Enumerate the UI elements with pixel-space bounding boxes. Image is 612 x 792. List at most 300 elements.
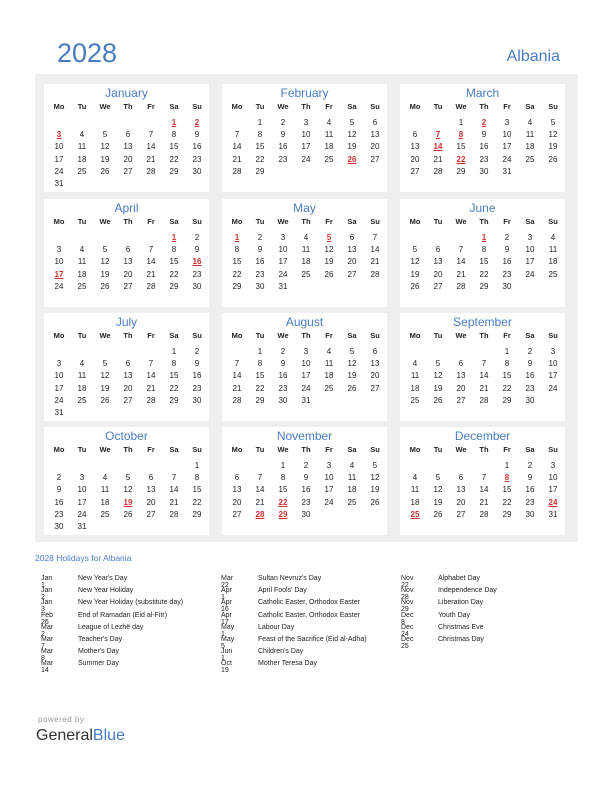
day-cell[interactable]: 25	[410, 509, 420, 519]
day-cell[interactable]: 21	[232, 154, 242, 164]
day-cell[interactable]: 28	[232, 395, 242, 405]
day-cell[interactable]: 3	[280, 233, 286, 242]
day-cell[interactable]: 13	[370, 359, 380, 369]
day-cell[interactable]: 12	[410, 257, 420, 267]
day-cell[interactable]: 17	[77, 497, 87, 507]
day-cell[interactable]: 30	[278, 395, 288, 405]
day-cell[interactable]: 10	[548, 473, 558, 483]
day-cell[interactable]: 19	[100, 154, 110, 164]
day-cell[interactable]: 21	[146, 154, 156, 164]
day-cell[interactable]: 3	[550, 461, 556, 470]
day-cell[interactable]: 16	[278, 142, 288, 152]
day-cell[interactable]: 27	[123, 281, 133, 291]
day-cell[interactable]: 6	[125, 359, 131, 369]
day-cell[interactable]: 16	[479, 142, 489, 152]
day-cell[interactable]: 5	[372, 461, 378, 470]
day-cell[interactable]: 17	[54, 383, 64, 393]
day-cell[interactable]: 14	[456, 257, 466, 267]
day-cell[interactable]: 22	[232, 269, 242, 279]
day-cell[interactable]: 16	[525, 485, 535, 495]
day-cell[interactable]: 29	[169, 395, 179, 405]
day-cell[interactable]: 22	[456, 154, 466, 164]
day-cell[interactable]: 15	[192, 485, 202, 495]
day-cell[interactable]: 18	[324, 371, 334, 381]
day-cell[interactable]: 8	[504, 359, 510, 369]
day-cell[interactable]: 18	[77, 383, 87, 393]
day-cell[interactable]: 22	[192, 497, 202, 507]
day-cell[interactable]: 4	[79, 130, 85, 140]
day-cell[interactable]: 22	[502, 383, 512, 393]
day-cell[interactable]: 23	[255, 269, 265, 279]
day-cell[interactable]: 6	[125, 245, 131, 255]
day-cell[interactable]: 29	[502, 509, 512, 519]
day-cell[interactable]: 6	[372, 118, 378, 127]
day-cell[interactable]: 26	[433, 509, 443, 519]
day-cell[interactable]: 16	[192, 371, 202, 381]
day-cell[interactable]: 3	[303, 118, 309, 127]
day-cell[interactable]: 15	[502, 485, 512, 495]
day-cell[interactable]: 17	[548, 371, 558, 381]
day-cell[interactable]: 27	[370, 383, 380, 393]
day-cell[interactable]: 15	[169, 371, 179, 381]
day-cell[interactable]: 22	[502, 497, 512, 507]
day-cell[interactable]: 26	[347, 154, 357, 164]
day-cell[interactable]: 1	[234, 233, 240, 242]
day-cell[interactable]: 19	[433, 497, 443, 507]
day-cell[interactable]: 1	[171, 233, 177, 242]
day-cell[interactable]: 11	[301, 245, 311, 255]
day-cell[interactable]: 12	[347, 130, 357, 140]
day-cell[interactable]: 27	[347, 269, 357, 279]
day-cell[interactable]: 27	[456, 509, 466, 519]
day-cell[interactable]: 21	[479, 497, 489, 507]
day-cell[interactable]: 26	[100, 281, 110, 291]
day-cell[interactable]: 25	[324, 383, 334, 393]
day-cell[interactable]: 27	[433, 281, 443, 291]
day-cell[interactable]: 4	[79, 359, 85, 369]
day-cell[interactable]: 23	[525, 497, 535, 507]
day-cell[interactable]: 7	[148, 359, 154, 369]
day-cell[interactable]: 26	[324, 269, 334, 279]
day-cell[interactable]: 4	[412, 473, 418, 483]
day-cell[interactable]: 8	[257, 130, 263, 140]
day-cell[interactable]: 4	[79, 245, 85, 255]
day-cell[interactable]: 18	[410, 497, 420, 507]
day-cell[interactable]: 22	[278, 497, 288, 507]
day-cell[interactable]: 14	[370, 245, 380, 255]
day-cell[interactable]: 29	[278, 509, 288, 519]
day-cell[interactable]: 7	[234, 130, 240, 140]
day-cell[interactable]: 13	[456, 371, 466, 381]
day-cell[interactable]: 19	[410, 269, 420, 279]
day-cell[interactable]: 27	[410, 166, 420, 176]
day-cell[interactable]: 15	[169, 257, 179, 267]
day-cell[interactable]: 16	[54, 497, 64, 507]
day-cell[interactable]: 1	[257, 118, 263, 127]
day-cell[interactable]: 9	[481, 130, 487, 140]
day-cell[interactable]: 22	[479, 269, 489, 279]
day-cell[interactable]: 29	[169, 166, 179, 176]
day-cell[interactable]: 1	[504, 347, 510, 356]
day-cell[interactable]: 6	[148, 473, 154, 483]
day-cell[interactable]: 21	[146, 269, 156, 279]
day-cell[interactable]: 15	[255, 142, 265, 152]
day-cell[interactable]: 12	[324, 245, 334, 255]
day-cell[interactable]: 11	[324, 130, 334, 140]
day-cell[interactable]: 21	[433, 154, 443, 164]
day-cell[interactable]: 28	[255, 509, 265, 519]
day-cell[interactable]: 12	[347, 359, 357, 369]
day-cell[interactable]: 27	[123, 166, 133, 176]
day-cell[interactable]: 25	[347, 497, 357, 507]
day-cell[interactable]: 5	[326, 233, 332, 242]
day-cell[interactable]: 28	[479, 395, 489, 405]
day-cell[interactable]: 23	[479, 154, 489, 164]
day-cell[interactable]: 20	[456, 383, 466, 393]
day-cell[interactable]: 8	[194, 473, 200, 483]
day-cell[interactable]: 18	[77, 269, 87, 279]
day-cell[interactable]: 10	[525, 245, 535, 255]
day-cell[interactable]: 1	[171, 118, 177, 127]
day-cell[interactable]: 4	[303, 233, 309, 242]
day-cell[interactable]: 9	[56, 485, 62, 495]
day-cell[interactable]: 21	[479, 383, 489, 393]
day-cell[interactable]: 24	[301, 383, 311, 393]
day-cell[interactable]: 6	[349, 233, 355, 242]
day-cell[interactable]: 17	[54, 154, 64, 164]
day-cell[interactable]: 15	[278, 485, 288, 495]
day-cell[interactable]: 13	[146, 485, 156, 495]
day-cell[interactable]: 20	[123, 269, 133, 279]
day-cell[interactable]: 19	[548, 142, 558, 152]
day-cell[interactable]: 2	[280, 347, 286, 356]
day-cell[interactable]: 25	[301, 269, 311, 279]
day-cell[interactable]: 9	[527, 359, 533, 369]
day-cell[interactable]: 21	[169, 497, 179, 507]
day-cell[interactable]: 4	[102, 473, 108, 483]
day-cell[interactable]: 7	[458, 245, 464, 255]
day-cell[interactable]: 6	[458, 473, 464, 483]
day-cell[interactable]: 30	[502, 281, 512, 291]
day-cell[interactable]: 16	[502, 257, 512, 267]
day-cell[interactable]: 21	[255, 497, 265, 507]
day-cell[interactable]: 3	[56, 245, 62, 255]
day-cell[interactable]: 9	[303, 473, 309, 483]
day-cell[interactable]: 8	[234, 245, 240, 255]
day-cell[interactable]: 1	[257, 347, 263, 356]
day-cell[interactable]: 19	[100, 383, 110, 393]
day-cell[interactable]: 13	[410, 142, 420, 152]
day-cell[interactable]: 20	[410, 154, 420, 164]
day-cell[interactable]: 25	[77, 395, 87, 405]
day-cell[interactable]: 2	[504, 233, 510, 242]
day-cell[interactable]: 10	[324, 473, 334, 483]
day-cell[interactable]: 31	[301, 395, 311, 405]
day-cell[interactable]: 9	[280, 130, 286, 140]
day-cell[interactable]: 26	[100, 166, 110, 176]
day-cell[interactable]: 24	[548, 383, 558, 393]
day-cell[interactable]: 24	[54, 166, 64, 176]
day-cell[interactable]: 5	[435, 359, 441, 369]
day-cell[interactable]: 16	[301, 485, 311, 495]
day-cell[interactable]: 13	[123, 142, 133, 152]
day-cell[interactable]: 14	[146, 142, 156, 152]
day-cell[interactable]: 11	[410, 485, 420, 495]
day-cell[interactable]: 9	[527, 473, 533, 483]
day-cell[interactable]: 16	[192, 257, 202, 267]
day-cell[interactable]: 30	[301, 509, 311, 519]
day-cell[interactable]: 20	[456, 497, 466, 507]
day-cell[interactable]: 9	[194, 130, 200, 140]
day-cell[interactable]: 18	[301, 257, 311, 267]
day-cell[interactable]: 7	[148, 130, 154, 140]
day-cell[interactable]: 31	[77, 522, 87, 531]
day-cell[interactable]: 17	[525, 257, 535, 267]
day-cell[interactable]: 16	[278, 371, 288, 381]
day-cell[interactable]: 7	[435, 130, 441, 140]
day-cell[interactable]: 13	[347, 245, 357, 255]
day-cell[interactable]: 18	[525, 142, 535, 152]
day-cell[interactable]: 10	[548, 359, 558, 369]
day-cell[interactable]: 2	[280, 118, 286, 127]
day-cell[interactable]: 2	[527, 461, 533, 470]
day-cell[interactable]: 1	[194, 461, 200, 470]
day-cell[interactable]: 3	[326, 461, 332, 470]
day-cell[interactable]: 11	[410, 371, 420, 381]
day-cell[interactable]: 11	[324, 359, 334, 369]
day-cell[interactable]: 15	[232, 257, 242, 267]
day-cell[interactable]: 23	[525, 383, 535, 393]
day-cell[interactable]: 31	[54, 408, 64, 417]
day-cell[interactable]: 25	[548, 269, 558, 279]
day-cell[interactable]: 11	[100, 485, 110, 495]
day-cell[interactable]: 20	[370, 371, 380, 381]
day-cell[interactable]: 27	[370, 154, 380, 164]
day-cell[interactable]: 3	[527, 233, 533, 242]
day-cell[interactable]: 22	[169, 269, 179, 279]
day-cell[interactable]: 6	[435, 245, 441, 255]
day-cell[interactable]: 21	[146, 383, 156, 393]
day-cell[interactable]: 26	[548, 154, 558, 164]
day-cell[interactable]: 28	[232, 166, 242, 176]
day-cell[interactable]: 11	[347, 473, 357, 483]
day-cell[interactable]: 23	[301, 497, 311, 507]
day-cell[interactable]: 25	[77, 166, 87, 176]
day-cell[interactable]: 28	[479, 509, 489, 519]
day-cell[interactable]: 12	[100, 142, 110, 152]
day-cell[interactable]: 8	[257, 359, 263, 369]
day-cell[interactable]: 10	[54, 142, 64, 152]
day-cell[interactable]: 17	[324, 485, 334, 495]
day-cell[interactable]: 29	[456, 166, 466, 176]
day-cell[interactable]: 7	[372, 233, 378, 242]
day-cell[interactable]: 24	[278, 269, 288, 279]
day-cell[interactable]: 20	[433, 269, 443, 279]
day-cell[interactable]: 5	[412, 245, 418, 255]
day-cell[interactable]: 9	[504, 245, 510, 255]
day-cell[interactable]: 28	[456, 281, 466, 291]
day-cell[interactable]: 3	[504, 118, 510, 127]
day-cell[interactable]: 17	[54, 269, 64, 279]
day-cell[interactable]: 24	[324, 497, 334, 507]
day-cell[interactable]: 25	[100, 509, 110, 519]
day-cell[interactable]: 29	[255, 395, 265, 405]
day-cell[interactable]: 23	[54, 509, 64, 519]
day-cell[interactable]: 26	[123, 509, 133, 519]
day-cell[interactable]: 23	[192, 383, 202, 393]
day-cell[interactable]: 6	[412, 130, 418, 140]
day-cell[interactable]: 5	[435, 473, 441, 483]
day-cell[interactable]: 4	[326, 347, 332, 356]
day-cell[interactable]: 18	[100, 497, 110, 507]
day-cell[interactable]: 13	[456, 485, 466, 495]
day-cell[interactable]: 8	[458, 130, 464, 140]
day-cell[interactable]: 9	[194, 245, 200, 255]
day-cell[interactable]: 25	[410, 395, 420, 405]
day-cell[interactable]: 10	[77, 485, 87, 495]
day-cell[interactable]: 17	[502, 142, 512, 152]
day-cell[interactable]: 5	[102, 245, 108, 255]
day-cell[interactable]: 23	[278, 383, 288, 393]
day-cell[interactable]: 3	[79, 473, 85, 483]
day-cell[interactable]: 22	[255, 154, 265, 164]
day-cell[interactable]: 22	[169, 383, 179, 393]
day-cell[interactable]: 13	[433, 257, 443, 267]
day-cell[interactable]: 22	[255, 383, 265, 393]
day-cell[interactable]: 6	[372, 347, 378, 356]
day-cell[interactable]: 25	[324, 154, 334, 164]
day-cell[interactable]: 20	[370, 142, 380, 152]
day-cell[interactable]: 19	[433, 383, 443, 393]
day-cell[interactable]: 29	[479, 281, 489, 291]
day-cell[interactable]: 12	[433, 371, 443, 381]
day-cell[interactable]: 15	[456, 142, 466, 152]
day-cell[interactable]: 5	[349, 347, 355, 356]
day-cell[interactable]: 5	[102, 359, 108, 369]
day-cell[interactable]: 4	[326, 118, 332, 127]
day-cell[interactable]: 6	[458, 359, 464, 369]
day-cell[interactable]: 14	[479, 371, 489, 381]
day-cell[interactable]: 5	[102, 130, 108, 140]
day-cell[interactable]: 21	[370, 257, 380, 267]
day-cell[interactable]: 11	[77, 371, 87, 381]
day-cell[interactable]: 30	[525, 509, 535, 519]
day-cell[interactable]: 12	[100, 257, 110, 267]
day-cell[interactable]: 14	[479, 485, 489, 495]
day-cell[interactable]: 27	[146, 509, 156, 519]
day-cell[interactable]: 20	[146, 497, 156, 507]
day-cell[interactable]: 24	[301, 154, 311, 164]
day-cell[interactable]: 12	[370, 473, 380, 483]
day-cell[interactable]: 8	[481, 245, 487, 255]
day-cell[interactable]: 20	[232, 497, 242, 507]
day-cell[interactable]: 16	[192, 142, 202, 152]
day-cell[interactable]: 27	[123, 395, 133, 405]
day-cell[interactable]: 19	[324, 257, 334, 267]
day-cell[interactable]: 17	[301, 371, 311, 381]
day-cell[interactable]: 28	[169, 509, 179, 519]
day-cell[interactable]: 24	[525, 269, 535, 279]
day-cell[interactable]: 14	[255, 485, 265, 495]
day-cell[interactable]: 30	[255, 281, 265, 291]
day-cell[interactable]: 2	[481, 118, 487, 127]
day-cell[interactable]: 29	[255, 166, 265, 176]
day-cell[interactable]: 8	[280, 473, 286, 483]
day-cell[interactable]: 29	[232, 281, 242, 291]
day-cell[interactable]: 21	[456, 269, 466, 279]
day-cell[interactable]: 17	[301, 142, 311, 152]
day-cell[interactable]: 28	[370, 269, 380, 279]
day-cell[interactable]: 23	[192, 269, 202, 279]
day-cell[interactable]: 1	[171, 347, 177, 356]
day-cell[interactable]: 21	[232, 383, 242, 393]
day-cell[interactable]: 8	[171, 245, 177, 255]
day-cell[interactable]: 10	[54, 257, 64, 267]
day-cell[interactable]: 28	[146, 281, 156, 291]
day-cell[interactable]: 15	[502, 371, 512, 381]
day-cell[interactable]: 10	[54, 371, 64, 381]
day-cell[interactable]: 26	[347, 383, 357, 393]
day-cell[interactable]: 4	[550, 233, 556, 242]
day-cell[interactable]: 30	[192, 166, 202, 176]
day-cell[interactable]: 10	[301, 359, 311, 369]
day-cell[interactable]: 18	[347, 485, 357, 495]
day-cell[interactable]: 2	[56, 473, 62, 483]
day-cell[interactable]: 28	[146, 395, 156, 405]
day-cell[interactable]: 11	[77, 142, 87, 152]
brand-logo[interactable]	[36, 727, 125, 745]
day-cell[interactable]: 29	[502, 395, 512, 405]
day-cell[interactable]: 2	[194, 347, 200, 356]
day-cell[interactable]: 13	[123, 371, 133, 381]
day-cell[interactable]: 10	[502, 130, 512, 140]
day-cell[interactable]: 9	[194, 359, 200, 369]
day-cell[interactable]: 18	[410, 383, 420, 393]
day-cell[interactable]: 28	[433, 166, 443, 176]
day-cell[interactable]: 23	[278, 154, 288, 164]
day-cell[interactable]: 30	[192, 395, 202, 405]
day-cell[interactable]: 23	[502, 269, 512, 279]
day-cell[interactable]: 9	[257, 245, 263, 255]
day-cell[interactable]: 31	[548, 509, 558, 519]
day-cell[interactable]: 18	[324, 142, 334, 152]
day-cell[interactable]: 19	[347, 142, 357, 152]
day-cell[interactable]: 29	[192, 509, 202, 519]
day-cell[interactable]: 9	[280, 359, 286, 369]
day-cell[interactable]: 4	[527, 118, 533, 127]
day-cell[interactable]: 6	[125, 130, 131, 140]
day-cell[interactable]: 31	[54, 179, 64, 188]
day-cell[interactable]: 25	[77, 281, 87, 291]
day-cell[interactable]: 20	[123, 154, 133, 164]
day-cell[interactable]: 30	[192, 281, 202, 291]
day-cell[interactable]: 8	[171, 130, 177, 140]
day-cell[interactable]: 14	[169, 485, 179, 495]
day-cell[interactable]: 7	[481, 359, 487, 369]
day-cell[interactable]: 5	[550, 118, 556, 127]
day-cell[interactable]: 27	[232, 509, 242, 519]
day-cell[interactable]: 29	[169, 281, 179, 291]
day-cell[interactable]: 24	[548, 497, 558, 507]
day-cell[interactable]: 4	[349, 461, 355, 470]
day-cell[interactable]: 3	[56, 130, 62, 140]
day-cell[interactable]: 27	[456, 395, 466, 405]
day-cell[interactable]: 15	[169, 142, 179, 152]
day-cell[interactable]: 7	[148, 245, 154, 255]
day-cell[interactable]: 19	[100, 269, 110, 279]
day-cell[interactable]: 17	[278, 257, 288, 267]
day-cell[interactable]: 19	[370, 485, 380, 495]
